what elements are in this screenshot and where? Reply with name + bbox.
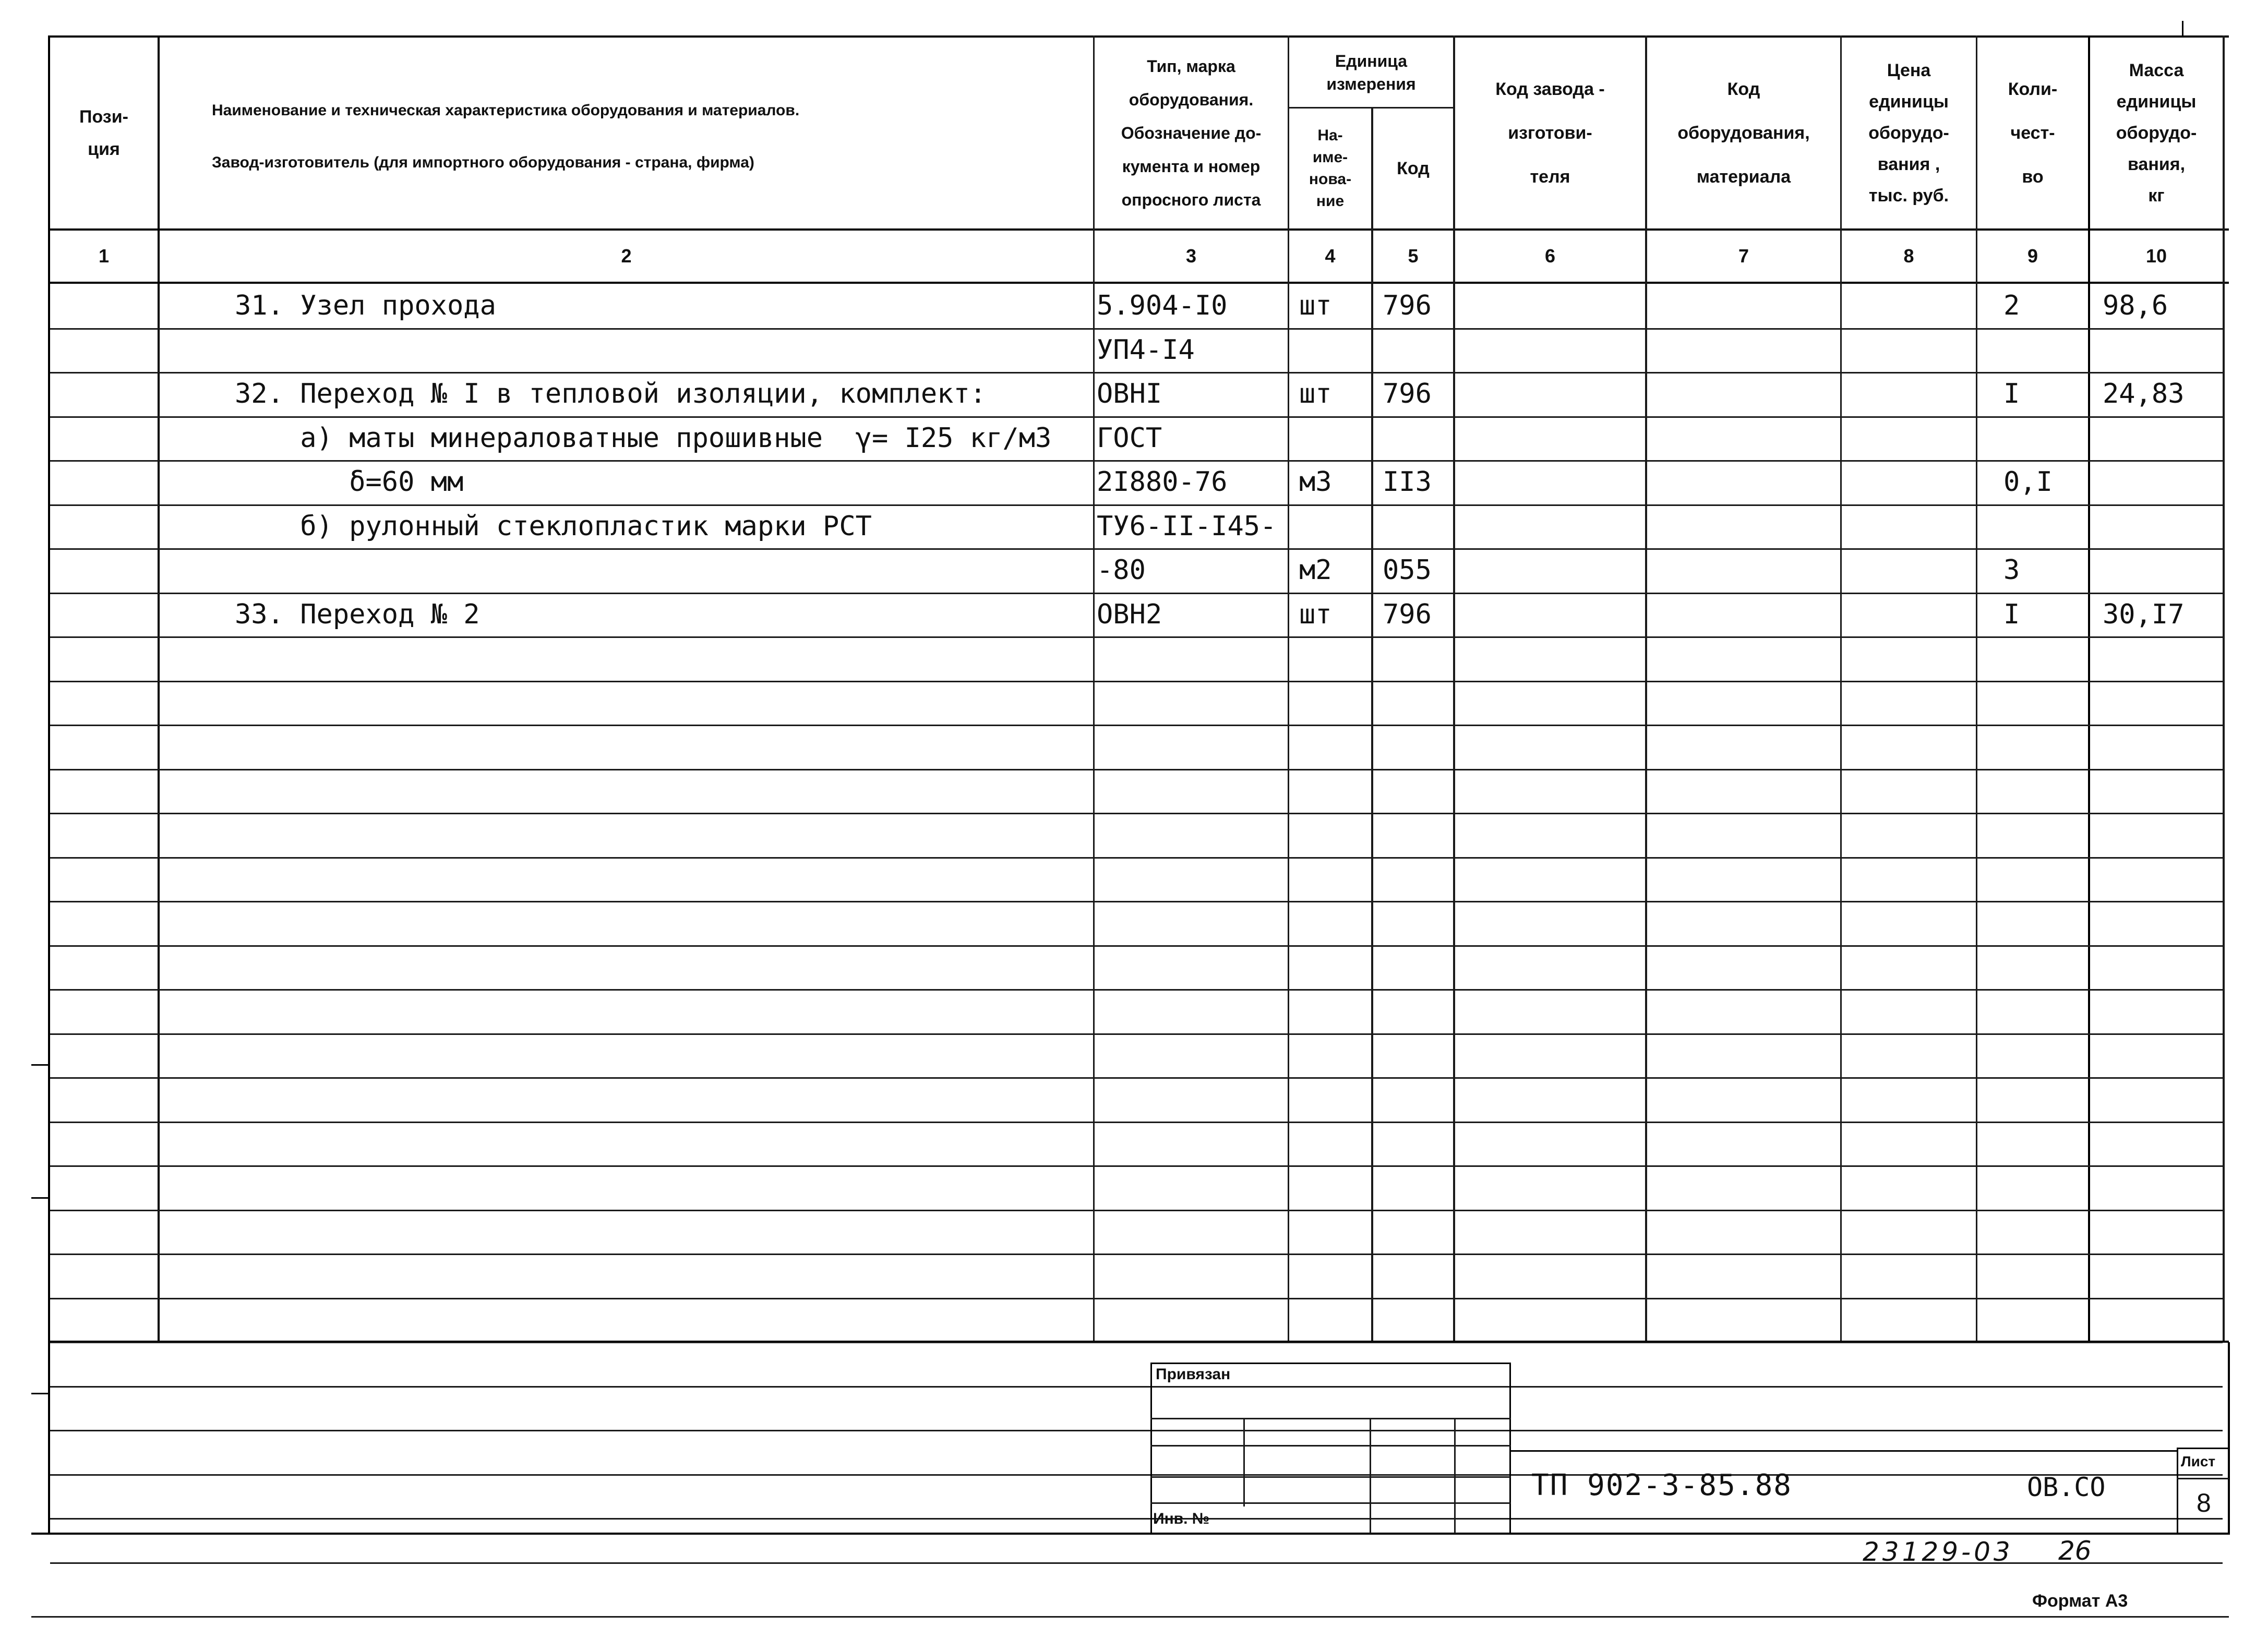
header-text: тыс. руб. xyxy=(1868,186,1949,206)
header-quantity xyxy=(1977,38,2088,228)
header-text: оборудо- xyxy=(1868,123,1949,143)
cell-c4: шт xyxy=(1299,599,1332,630)
col-number-5: 5 xyxy=(1408,245,1419,267)
header-text: единицы xyxy=(2116,92,2197,112)
header-price xyxy=(1842,38,1976,228)
section-code: ОВ.СО xyxy=(2027,1472,2106,1502)
cell-c5: 055 xyxy=(1383,555,1432,586)
cell-c4: шт xyxy=(1299,290,1332,321)
header-mass xyxy=(2090,38,2223,228)
format-label: Формат А3 xyxy=(2032,1591,2128,1611)
cell-c9: 3 xyxy=(2003,555,2020,586)
table-row xyxy=(0,593,2268,637)
header-text: Коли- xyxy=(2008,79,2058,99)
cell-c3: -80 xyxy=(1097,555,1146,586)
header-text: Цена xyxy=(1887,61,1931,80)
header-text: кумента и номер xyxy=(1122,157,1261,176)
header-text: Завод-изготовитель (для импортного оборудования - страна, фирма) xyxy=(212,154,754,171)
table-row xyxy=(0,548,2268,593)
header-text: теля xyxy=(1530,167,1570,187)
header-name xyxy=(160,38,1093,228)
cell-c4: м3 xyxy=(1299,466,1332,498)
cell-c4: м2 xyxy=(1299,555,1332,586)
header-text: во xyxy=(2022,167,2044,187)
cell-c2: 32. Переход № I в тепловой изоляции, комплект: xyxy=(235,378,987,409)
cell-c2: б) рулонный стеклопластик марки РСТ xyxy=(235,511,872,542)
header-text: ние xyxy=(1316,192,1345,210)
cell-c3: ТУ6-II-I45- xyxy=(1097,511,1277,542)
header-text: единицы xyxy=(1869,92,1949,112)
header-text: вания, xyxy=(2127,154,2186,174)
cell-c9: 2 xyxy=(2003,290,2020,321)
header-text: Код завода - xyxy=(1495,79,1605,99)
cell-c2: а) маты минераловатные прошивные γ= I25 кг/м3 xyxy=(235,423,1052,454)
cell-c9: 0,I xyxy=(2003,466,2053,498)
table-row xyxy=(0,328,2268,372)
header-unit-name xyxy=(1289,109,1371,228)
header-text: материала xyxy=(1696,167,1791,187)
cell-c5: 796 xyxy=(1383,290,1432,321)
header-text: Тип, марка xyxy=(1147,57,1235,76)
table-row xyxy=(0,460,2268,504)
header-text: вания , xyxy=(1877,154,1940,174)
cell-c2: 31. Узел прохода xyxy=(235,290,496,321)
col-number-6: 6 xyxy=(1544,245,1556,267)
cell-c3: УП4-I4 xyxy=(1097,334,1195,366)
col-number-10: 10 xyxy=(2145,245,2167,267)
cell-c10: 98,6 xyxy=(2103,290,2168,321)
col-number-4: 4 xyxy=(1325,245,1336,267)
header-text: На- xyxy=(1317,127,1343,144)
header-text: опросного листа xyxy=(1121,190,1261,209)
header-text: Код xyxy=(1727,79,1760,99)
cell-c9: I xyxy=(2003,599,2020,630)
cell-c5: 796 xyxy=(1383,599,1432,630)
inv-number-label: Инв. № xyxy=(1153,1510,1210,1527)
cell-c10: 24,83 xyxy=(2103,378,2185,409)
col-number-9: 9 xyxy=(2027,245,2038,267)
header-text: Пози- xyxy=(79,107,128,127)
header-text: чест- xyxy=(2010,123,2055,143)
header-factory-code xyxy=(1455,38,1645,228)
header-text: име- xyxy=(1312,149,1348,166)
header-text: изготови- xyxy=(1508,123,1592,143)
header-text: Обозначение до- xyxy=(1121,124,1262,142)
document-code: ТП 902-3-85.88 xyxy=(1531,1468,1793,1502)
sheet-label: Лист xyxy=(2181,1453,2216,1469)
header-text: Код xyxy=(1397,159,1430,178)
table-row xyxy=(0,504,2268,549)
header-equipment-code xyxy=(1647,38,1840,228)
cell-c4: шт xyxy=(1299,378,1332,409)
archive-page: 26 xyxy=(2058,1536,2092,1566)
cell-c3: ОВНI xyxy=(1097,378,1162,409)
header-unit-group xyxy=(1289,38,1453,107)
header-text: оборудования, xyxy=(1677,123,1810,143)
cell-c3: 5.904-I0 xyxy=(1097,290,1228,321)
cell-c2: 33. Переход № 2 xyxy=(235,599,480,630)
header-text: Масса xyxy=(2129,61,2184,80)
cell-c2: δ=60 мм xyxy=(235,466,464,498)
col-number-7: 7 xyxy=(1738,245,1749,267)
header-text: Единица xyxy=(1335,51,1408,70)
cell-c3: 2I880-76 xyxy=(1097,466,1228,498)
col-number-3: 3 xyxy=(1185,245,1197,267)
col-number-2: 2 xyxy=(621,245,632,267)
header-type xyxy=(1095,38,1288,228)
header-text: оборудо- xyxy=(2116,123,2197,143)
cell-c5: 796 xyxy=(1383,378,1432,409)
header-text: Наименование и техническая характеристика оборудования и материалов. xyxy=(212,102,800,119)
cell-c3: ОВН2 xyxy=(1097,599,1162,630)
header-position xyxy=(50,38,158,228)
cell-c10: 30,I7 xyxy=(2103,599,2185,630)
header-text: оборудования. xyxy=(1129,90,1254,109)
header-text: нова- xyxy=(1309,171,1352,188)
cell-c9: I xyxy=(2003,378,2020,409)
header-text: ция xyxy=(88,139,120,159)
sheet-number: 8 xyxy=(2197,1488,2211,1517)
header-text: измерения xyxy=(1326,74,1416,93)
privyazan-label: Привязан xyxy=(1156,1366,1231,1383)
table-row xyxy=(0,372,2268,416)
col-number-1: 1 xyxy=(98,245,110,267)
cell-c5: II3 xyxy=(1383,466,1432,498)
col-number-8: 8 xyxy=(1903,245,1914,267)
cell-c3: ГОСТ xyxy=(1097,423,1162,454)
header-unit-code xyxy=(1373,109,1453,228)
table-row xyxy=(0,284,2268,328)
archive-number: 23129-03 xyxy=(1863,1537,2013,1567)
header-text: кг xyxy=(2148,186,2165,206)
table-row xyxy=(0,416,2268,461)
